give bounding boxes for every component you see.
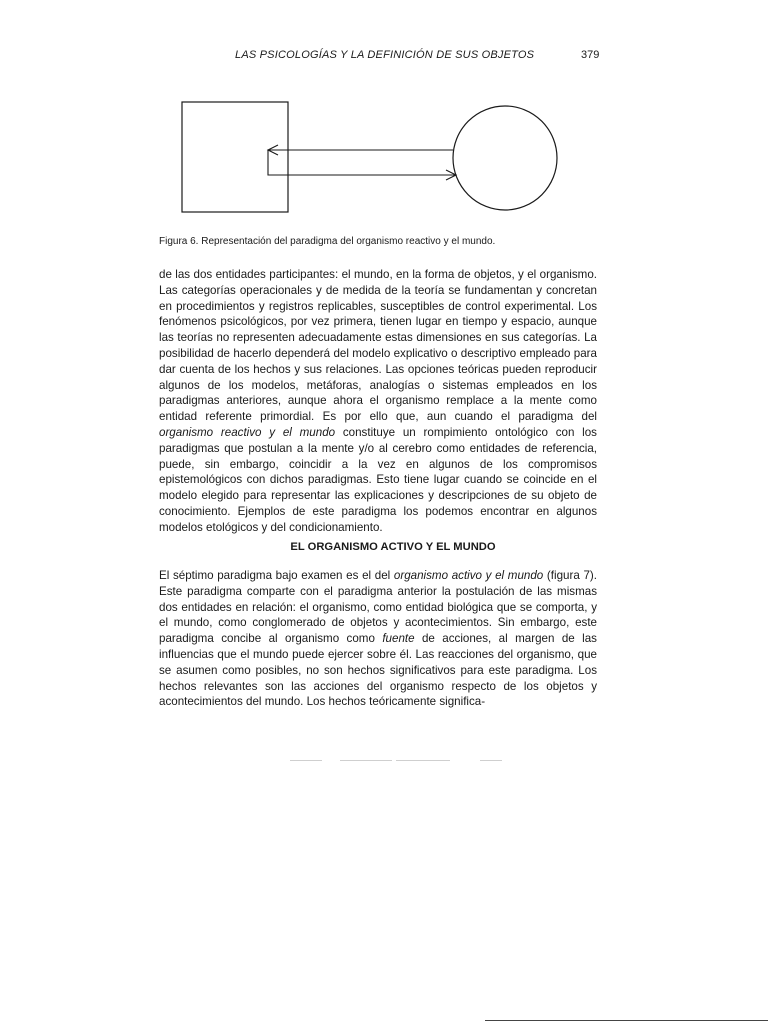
figure-6-diagram xyxy=(160,88,560,228)
running-head: LAS PSICOLOGÍAS Y LA DEFINICIÓN DE SUS OBJETOS xyxy=(235,49,535,61)
paragraph-2-emphasis-2: fuente xyxy=(382,632,415,646)
page-edge-rule xyxy=(485,1020,768,1021)
figure-svg xyxy=(160,88,560,228)
paragraph-1-text-a: de las dos entidades participantes: el mundo, en la forma de objetos, y el organismo. Las categorías operacionales y de medida de la teoría se fundamentan y concretan en procedimientos y registros replicables, susceptibles de control experimental. Los fenómenos psicológicos, por vez primera, tienen lugar en tiempo y espacio, aunque las teorías no representen adecuadamente estas dimensiones en sus categorías. La posibilidad de hacerlo dependerá del modelo explicativo o descriptivo empleado para dar cuenta de los hechos y sus relaciones. Las opciones teóricas pueden reproducir algunos de los modelos, metáforas, analogías o sistemas empleados en los paradigmas anteriores, aunque ahora el organismo remplace a la mente como entidad referente primordial. Es por ello que, aun cuando el paradigma del xyxy=(159,268,597,424)
paragraph-2-text-b: (figura 7). Este paradigma comparte con el paradigma anterior la postulación de las mismas dos entidades en relación: el organismo, como entidad biológica que se comporta, y el mundo, como conglomerado de objetos y acontecimientos. Sin embargo, este paradigma concibe al organismo como xyxy=(159,569,597,646)
paragraph-2-text-c: de acciones, al margen de las influencias que el mundo puede ejercer sobre él. Las reacciones del organismo, que se asumen como posibles, no son hechos significativos para este paradigma. Los hechos relevantes son las acciones del organismo respecto de los objetos y acontecimientos del mundo. Los hechos teóricamente significa- xyxy=(159,632,597,709)
body-paragraph-1 xyxy=(159,267,597,536)
paragraph-2-text-a: El séptimo paradigma bajo examen es el del xyxy=(159,569,394,582)
paragraph-1-emphasis: organismo reactivo y el mundo xyxy=(159,425,336,439)
section-heading-text: EL ORGANISMO ACTIVO Y EL MUNDO xyxy=(290,541,496,553)
show-through-line xyxy=(480,760,502,761)
figure-caption: Figura 6. Representación del paradigma del organismo reactivo y el mundo. xyxy=(159,236,496,247)
body-paragraph-2 xyxy=(159,568,597,710)
show-through-line xyxy=(340,760,392,761)
page-number: 379 xyxy=(581,49,600,61)
paragraph-2-emphasis-1: organismo activo y el mundo xyxy=(393,569,544,582)
organism-square xyxy=(182,102,288,212)
show-through-line xyxy=(290,760,322,761)
world-circle xyxy=(453,106,557,210)
section-heading xyxy=(159,541,597,553)
paragraph-1-text-b: constituye un rompimiento ontológico con los paradigmas que postulan a la mente y/o al cerebro como entidades de referencia, puede, sin embargo, coincidir a la vez en algunos de los compromisos epistemológicos con dichos paradigmas. Esto tiene lugar cuando se coincide en el modelo elegido para representar las explicaciones y descripciones de su objeto de conocimiento. Ejemplos de este paradigma los podemos encontrar en algunos modelos etológicos y del condicionamiento. xyxy=(159,425,597,534)
return-arrow-line xyxy=(268,150,456,175)
show-through-line xyxy=(396,760,450,761)
